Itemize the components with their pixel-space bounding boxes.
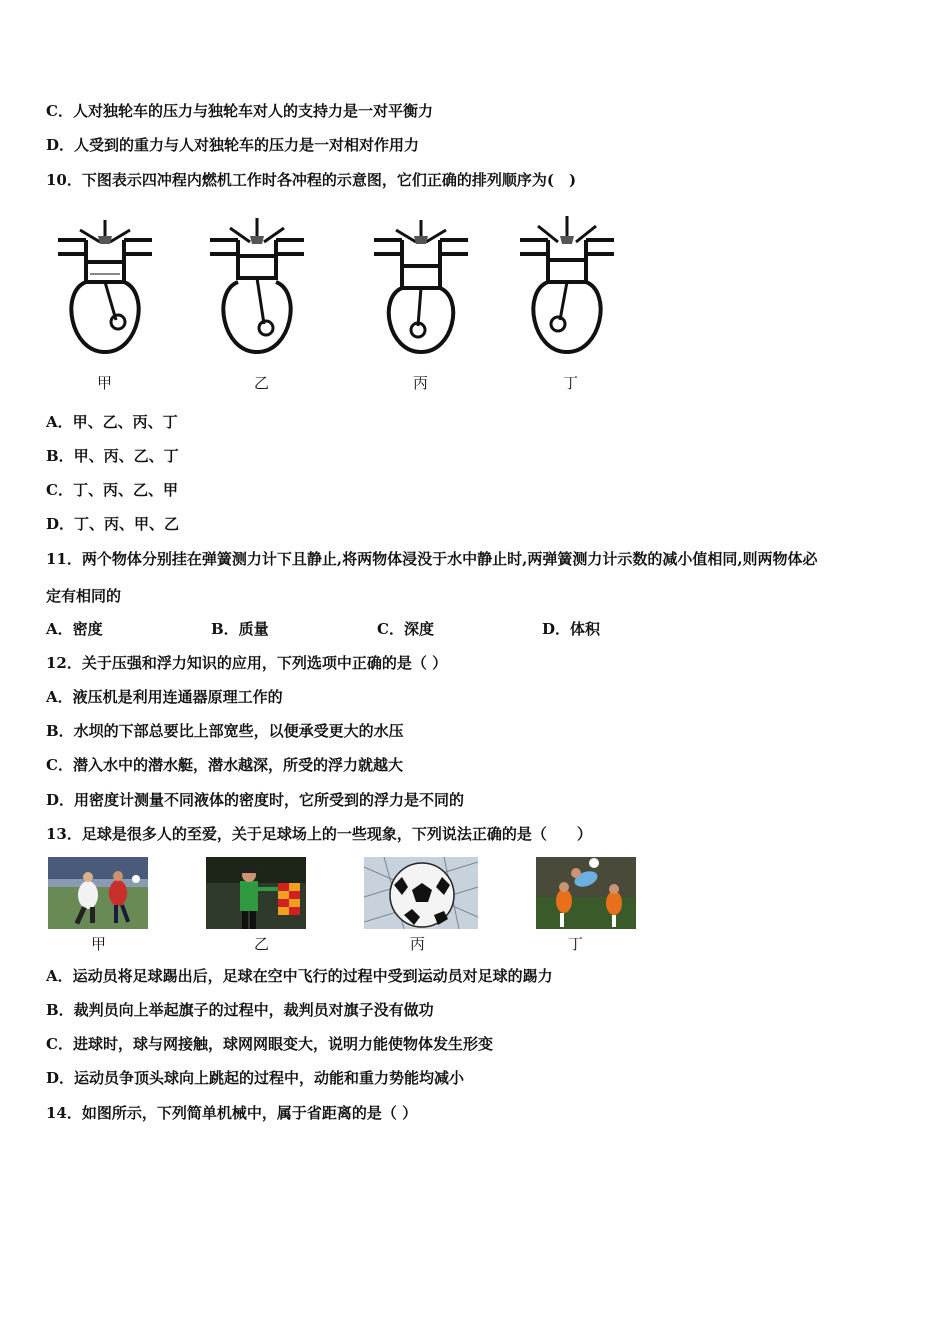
q13-option-c: C．进球时，球与网接触，球网网眼变大，说明力能使物体发生形变 [46, 1035, 493, 1053]
photo-label-jia: 甲 [91, 935, 107, 953]
q11-option-c: C．深度 [377, 620, 434, 638]
engine-stroke-diagram-ding [512, 212, 622, 362]
photo-label-ding: 丁 [568, 935, 584, 953]
q10-option-b: B．甲、丙、乙、丁 [46, 447, 179, 465]
engine-label-yi: 乙 [254, 374, 270, 392]
engine-stroke-diagram-jia [50, 212, 160, 362]
referee-flag-photo [206, 857, 306, 929]
q12-stem: 12．关于压强和浮力知识的应用，下列选项中正确的是（ ） [46, 654, 448, 672]
engine-label-bing: 丙 [413, 374, 429, 392]
q12-option-d: D．用密度计测量不同液体的密度时，它所受到的浮力是不同的 [46, 791, 465, 809]
engine-label-jia: 甲 [97, 374, 113, 392]
q13-stem: 13．足球是很多人的至爱，关于足球场上的一些现象，下列说法正确的是（ ） [46, 825, 592, 843]
q13-option-a: A．运动员将足球踢出后，足球在空中飞行的过程中受到运动员对足球的踢力 [46, 967, 553, 985]
q13-option-b: B．裁判员向上举起旗子的过程中，裁判员对旗子没有做功 [46, 1001, 434, 1019]
soccer-kick-photo [48, 857, 148, 929]
q11-stem-line2: 定有相同的 [46, 587, 122, 605]
photo-label-yi: 乙 [254, 935, 270, 953]
q10-option-a: A．甲、乙、丙、丁 [46, 413, 178, 431]
q10-stem: 10．下图表示四冲程内燃机工作时各冲程的示意图，它们正确的排列顺序为( ) [46, 171, 577, 189]
q12-option-c: C．潜入水中的潜水艇，潜水越深，所受的浮力就越大 [46, 756, 403, 774]
q11-stem-line1: 11．两个物体分别挂在弹簧测力计下且静止,将两物体浸没于水中静止时,两弹簧测力计示数的减小值相同,则两物体必 [46, 550, 818, 568]
engine-stroke-diagram-bing [366, 212, 476, 362]
q11-option-a: A．密度 [46, 620, 103, 638]
engine-label-ding: 丁 [563, 374, 579, 392]
q14-stem: 14．如图所示，下列简单机械中，属于省距离的是（ ） [46, 1104, 418, 1122]
q12-option-b: B．水坝的下部总要比上部宽些，以便承受更大的水压 [46, 722, 404, 740]
q12-option-a: A．液压机是利用连通器原理工作的 [46, 688, 283, 706]
header-challenge-photo [536, 857, 636, 929]
engine-stroke-diagram-yi [202, 212, 312, 362]
q11-options [46, 619, 906, 639]
q9-option-c: C．人对独轮车的压力与独轮车对人的支持力是一对平衡力 [46, 102, 433, 120]
q13-option-d: D．运动员争顶头球向上跳起的过程中，动能和重力势能均减小 [46, 1069, 465, 1087]
q11-option-b: B．质量 [211, 620, 269, 638]
photo-label-bing: 丙 [410, 935, 426, 953]
q10-option-c: C．丁、丙、乙、甲 [46, 481, 178, 499]
q10-option-d: D．丁、丙、甲、乙 [46, 515, 180, 533]
ball-in-net-photo [364, 857, 478, 929]
q11-option-d: D．体积 [542, 620, 601, 638]
q9-option-d: D．人受到的重力与人对独轮车的压力是一对相对作用力 [46, 136, 420, 154]
